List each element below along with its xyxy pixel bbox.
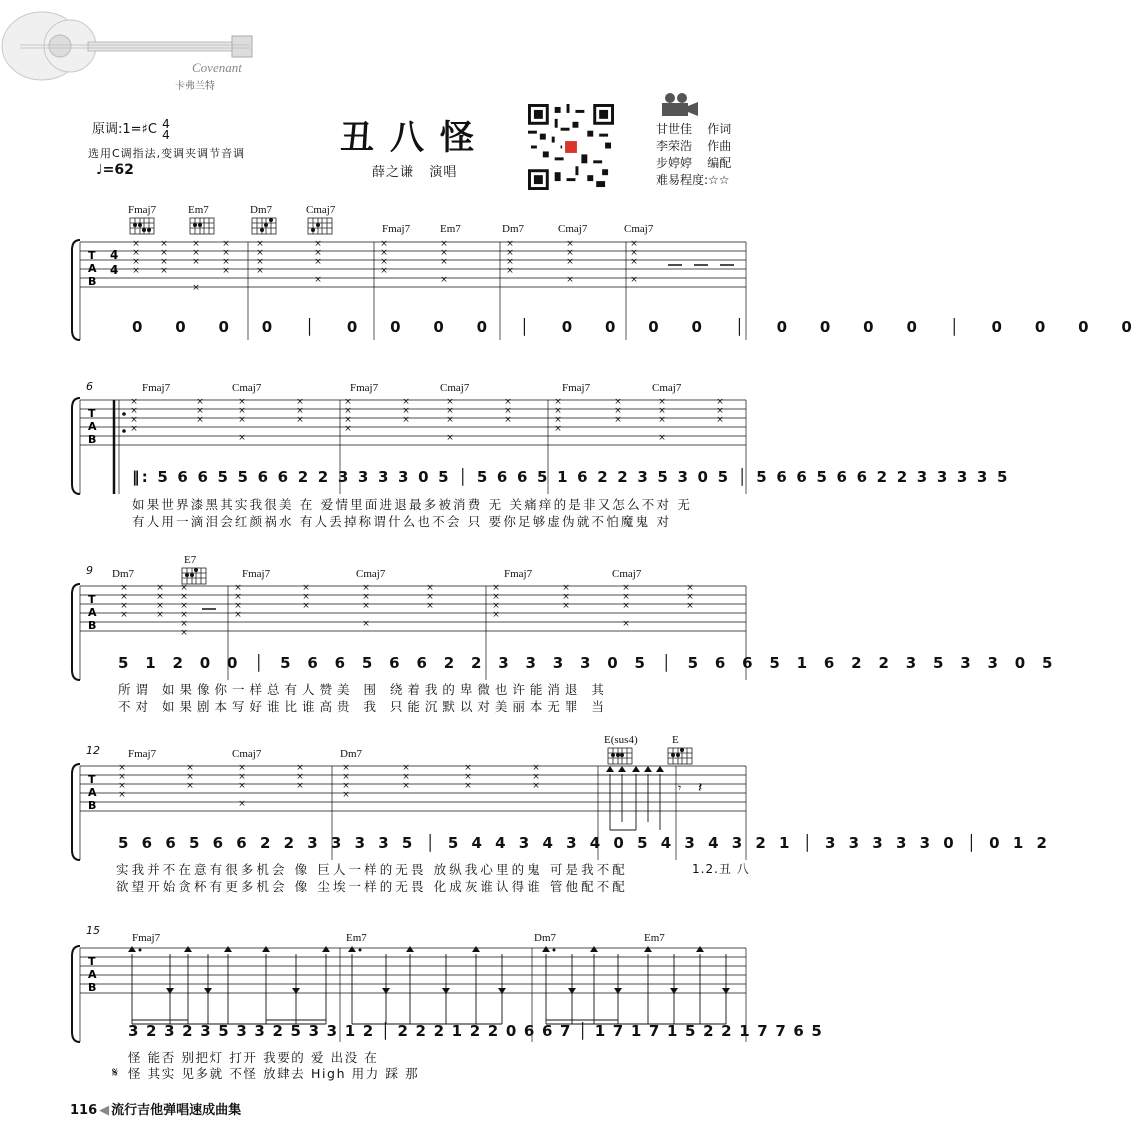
svg-text:×: × bbox=[238, 406, 246, 416]
svg-text:B: B bbox=[88, 433, 97, 446]
chord-cmaj7: Cmaj7 bbox=[232, 382, 262, 394]
svg-text:×: × bbox=[192, 248, 200, 258]
svg-text:×: × bbox=[120, 583, 128, 593]
system-4 bbox=[0, 734, 1051, 900]
chord-dm7: Dm7 bbox=[112, 568, 134, 580]
svg-text:×: × bbox=[622, 583, 630, 593]
chord-fmaj7: Fmaj7 bbox=[562, 382, 591, 394]
chord-fmaj7: Fmaj7 bbox=[132, 932, 161, 944]
svg-text:×: × bbox=[186, 772, 194, 782]
svg-text:A: A bbox=[88, 968, 97, 981]
measure-number: 15 bbox=[86, 924, 100, 937]
singer-line bbox=[372, 161, 457, 180]
credit-arranger bbox=[656, 155, 731, 172]
svg-text:×: × bbox=[492, 601, 500, 611]
svg-text:×: × bbox=[566, 239, 574, 249]
credit-name: 李荣浩 bbox=[656, 139, 693, 153]
svg-text:T: T bbox=[88, 249, 96, 262]
svg-text:×: × bbox=[130, 406, 138, 416]
svg-text:×: × bbox=[402, 763, 410, 773]
chord-e7: E7 bbox=[184, 554, 197, 566]
segno-sign: 𝄋 bbox=[112, 1065, 119, 1081]
svg-text:×: × bbox=[120, 601, 128, 611]
svg-text:×: × bbox=[156, 610, 164, 620]
svg-text:×: × bbox=[132, 257, 140, 267]
page-footer bbox=[70, 1099, 241, 1118]
tempo-value: =62 bbox=[102, 162, 134, 178]
svg-text:×: × bbox=[402, 406, 410, 416]
lyrics-verse-1: 所谓 如果像你一样总有人赞美 围 绕着我的卑微也许能消退 其 bbox=[118, 682, 609, 697]
svg-text:×: × bbox=[302, 583, 310, 593]
svg-text:×: × bbox=[446, 433, 454, 443]
numbered-notation: ‖: 5 6 6 5 5 6 6 2 2 3 3 3 3 0 5 │ 5 6 6 5 1 6 2 2 3 5 3 0 5 │ 5 6 6 5 6 6 2 2 3 3 3 3 5 bbox=[132, 468, 1010, 486]
svg-text:×: × bbox=[532, 772, 540, 782]
svg-text:×: × bbox=[256, 266, 264, 276]
svg-text:×: × bbox=[566, 257, 574, 267]
svg-text:×: × bbox=[440, 248, 448, 258]
chord-em7: Em7 bbox=[644, 932, 665, 944]
svg-text:×: × bbox=[238, 799, 246, 809]
svg-text:×: × bbox=[296, 772, 304, 782]
svg-text:×: × bbox=[506, 257, 514, 267]
quarter-note-icon: ♩ bbox=[96, 162, 103, 178]
chord-dm7: Dm7 bbox=[502, 223, 524, 235]
diagram-label-cmaj7: Cmaj7 bbox=[306, 204, 336, 216]
lyrics-verse-2: 欲望开始贪杯有更多机会 像 尘埃一样的无畏 化成灰谁认得谁 管他配不配 bbox=[116, 879, 628, 894]
svg-text:×: × bbox=[156, 592, 164, 602]
svg-text:×: × bbox=[622, 592, 630, 602]
svg-text:×: × bbox=[256, 239, 264, 249]
chord-diagram-grids bbox=[130, 216, 360, 238]
volta-ending-text: 1.2.丑 八 bbox=[692, 862, 750, 876]
svg-text:×: × bbox=[686, 592, 694, 602]
svg-text:×: × bbox=[132, 248, 140, 258]
difficulty bbox=[656, 172, 731, 189]
lyrics-verse-1: 怪 能否 别把灯 打开 我要的 爱 出没 在 bbox=[128, 1050, 379, 1065]
svg-text:×: × bbox=[196, 415, 204, 425]
svg-text:A: A bbox=[88, 606, 97, 619]
svg-text:×: × bbox=[362, 619, 370, 629]
svg-text:×: × bbox=[222, 248, 230, 258]
system-2 bbox=[0, 378, 1010, 529]
svg-text:×: × bbox=[238, 415, 246, 425]
svg-text:×: × bbox=[566, 248, 574, 258]
svg-text:×: × bbox=[234, 583, 242, 593]
time-sig-bottom: 4 bbox=[162, 127, 170, 142]
lyrics-verse-1: 实我并不在意有很多机会 像 巨人一样的无畏 放纵我心里的鬼 可是我不配 bbox=[116, 862, 628, 877]
svg-text:×: × bbox=[196, 397, 204, 407]
svg-text:×: × bbox=[380, 239, 388, 249]
diagram-label-esus4: E(sus4) bbox=[604, 734, 638, 746]
svg-text:×: × bbox=[446, 397, 454, 407]
triangle-left-icon: ◀ bbox=[99, 1103, 110, 1118]
svg-text:×: × bbox=[344, 415, 352, 425]
svg-text:×: × bbox=[658, 415, 666, 425]
svg-text:×: × bbox=[426, 583, 434, 593]
svg-text:A: A bbox=[88, 420, 97, 433]
svg-text:×: × bbox=[464, 781, 472, 791]
credit-name: 甘世佳 bbox=[656, 122, 693, 136]
svg-text:×: × bbox=[554, 406, 562, 416]
credit-composer bbox=[656, 138, 731, 155]
svg-text:×: × bbox=[426, 592, 434, 602]
svg-text:×: × bbox=[118, 763, 126, 773]
diagram-label-fmaj7: Fmaj7 bbox=[128, 204, 157, 216]
chord-fmaj7: Fmaj7 bbox=[350, 382, 379, 394]
numbered-notation: 5 6 6 5 6 6 2 2 3 3 3 3 5 │ 5 4 4 3 4 3 4 0 5 4 3 4 3 2 1 │ 3 3 3 3 3 0 │ 0 1 2 bbox=[118, 834, 1051, 852]
svg-text:×: × bbox=[492, 610, 500, 620]
svg-text:×: × bbox=[296, 415, 304, 425]
svg-text:×: × bbox=[658, 406, 666, 416]
time-sig-top: 4 bbox=[162, 116, 170, 131]
svg-text:×: × bbox=[186, 781, 194, 791]
difficulty-stars: ☆☆ bbox=[708, 173, 730, 187]
svg-text:×: × bbox=[622, 619, 630, 629]
svg-text:×: × bbox=[562, 583, 570, 593]
svg-text:×: × bbox=[234, 592, 242, 602]
svg-text:×: × bbox=[120, 610, 128, 620]
svg-text:×: × bbox=[180, 628, 188, 638]
svg-text:×: × bbox=[120, 592, 128, 602]
chord-cmaj7: Cmaj7 bbox=[624, 223, 654, 235]
guitar-logo-illustration bbox=[0, 0, 260, 92]
svg-text:×: × bbox=[440, 257, 448, 267]
svg-text:×: × bbox=[440, 239, 448, 249]
time-signature bbox=[162, 116, 170, 142]
svg-text:×: × bbox=[234, 610, 242, 620]
svg-text:×: × bbox=[132, 266, 140, 276]
svg-text:×: × bbox=[562, 601, 570, 611]
chord-fmaj7: Fmaj7 bbox=[242, 568, 271, 580]
credit-role: 作词 bbox=[707, 122, 732, 136]
svg-text:T: T bbox=[88, 407, 96, 420]
svg-text:×: × bbox=[562, 592, 570, 602]
numbered-notation: 0 0 0 0 │ 0 0 0 0 │ 0 0 0 0 │ 0 0 0 0 │ 0 0 0 0 bbox=[132, 318, 1146, 336]
svg-text:×: × bbox=[256, 248, 264, 258]
svg-text:×: × bbox=[506, 248, 514, 258]
svg-text:×: × bbox=[464, 772, 472, 782]
svg-text:×: × bbox=[156, 583, 164, 593]
svg-text:×: × bbox=[180, 619, 188, 629]
measure-number: 9 bbox=[86, 564, 93, 577]
svg-text:×: × bbox=[344, 397, 352, 407]
svg-text:×: × bbox=[256, 257, 264, 267]
svg-text:×: × bbox=[238, 397, 246, 407]
brand-name: Covenant bbox=[192, 60, 242, 75]
svg-text:×: × bbox=[402, 772, 410, 782]
svg-text:B: B bbox=[88, 981, 97, 994]
diagram-label-e: E bbox=[672, 734, 679, 746]
measure-number: 6 bbox=[86, 380, 93, 393]
svg-text:×: × bbox=[160, 248, 168, 258]
svg-text:×: × bbox=[492, 592, 500, 602]
svg-text:×: × bbox=[160, 257, 168, 267]
svg-text:T: T bbox=[88, 593, 96, 606]
svg-text:4: 4 bbox=[110, 248, 119, 262]
chord-dm7: Dm7 bbox=[340, 748, 362, 760]
measure-number: 12 bbox=[86, 744, 100, 757]
svg-text:×: × bbox=[566, 275, 574, 285]
svg-text:×: × bbox=[192, 239, 200, 249]
svg-text:×: × bbox=[342, 772, 350, 782]
svg-text:T: T bbox=[88, 955, 96, 968]
svg-text:×: × bbox=[658, 397, 666, 407]
numbered-notation: 5 1 2 0 0 │ 5 6 6 5 6 6 2 2 3 3 3 3 0 5 │ 5 6 6 5 1 6 2 2 3 5 3 3 0 5 bbox=[118, 654, 1059, 672]
svg-text:×: × bbox=[614, 397, 622, 407]
video-camera-icon bbox=[656, 92, 704, 118]
svg-text:×: × bbox=[362, 583, 370, 593]
credit-role: 作曲 bbox=[707, 139, 732, 153]
svg-text:×: × bbox=[716, 415, 724, 425]
svg-text:×: × bbox=[614, 415, 622, 425]
svg-text:×: × bbox=[532, 763, 540, 773]
svg-text:×: × bbox=[716, 397, 724, 407]
chord-cmaj7: Cmaj7 bbox=[612, 568, 642, 580]
svg-text:×: × bbox=[362, 601, 370, 611]
qr-code-icon[interactable] bbox=[528, 104, 614, 190]
svg-text:×: × bbox=[314, 248, 322, 258]
svg-text:×: × bbox=[402, 415, 410, 425]
svg-text:×: × bbox=[186, 763, 194, 773]
svg-text:×: × bbox=[130, 424, 138, 434]
key-value: ♯C bbox=[141, 122, 157, 137]
lyrics-verse-1: 如果世界漆黑其实我很美 在 爱情里面进退最多被消费 无 关痛痒的是非又怎么不对 无 bbox=[132, 497, 693, 512]
svg-text:×: × bbox=[630, 248, 638, 258]
svg-text:×: × bbox=[446, 406, 454, 416]
svg-text:×: × bbox=[180, 610, 188, 620]
lyrics-verse-2: 怪 其实 见多就 不怪 放肆去 High 用力 踩 那 bbox=[128, 1066, 420, 1081]
chord-fmaj7: Fmaj7 bbox=[142, 382, 171, 394]
svg-text:×: × bbox=[554, 424, 562, 434]
svg-text:×: × bbox=[238, 763, 246, 773]
lyrics-verse-2: 不对 如果剧本写好谁比谁高贵 我 只能沉默以对美丽本无罪 当 bbox=[118, 699, 609, 714]
chord-fmaj7: Fmaj7 bbox=[128, 748, 157, 760]
original-key bbox=[92, 118, 170, 141]
svg-text:×: × bbox=[180, 601, 188, 611]
svg-text:A: A bbox=[88, 786, 97, 799]
diagram-label-dm7: Dm7 bbox=[250, 204, 272, 216]
svg-text:×: × bbox=[622, 601, 630, 611]
svg-text:×: × bbox=[130, 415, 138, 425]
numbered-notation: 3 2 3 2 3 5 3 3 2 5 3 3 1 2 │ 2 2 2 1 2 2 0 6 6 7 │ 1 7 1 7 1 5 2 2 1 7 7 6 5 bbox=[128, 1022, 824, 1040]
svg-text:×: × bbox=[402, 781, 410, 791]
chord-cmaj7: Cmaj7 bbox=[558, 223, 588, 235]
tempo-marking bbox=[96, 162, 134, 178]
svg-text:×: × bbox=[362, 592, 370, 602]
svg-text:×: × bbox=[554, 415, 562, 425]
svg-text:×: × bbox=[402, 397, 410, 407]
svg-text:×: × bbox=[426, 601, 434, 611]
svg-text:×: × bbox=[554, 397, 562, 407]
svg-text:A: A bbox=[88, 262, 97, 275]
credit-name: 步婷婷 bbox=[656, 156, 693, 170]
page-number: 116 bbox=[70, 1103, 98, 1118]
svg-text:×: × bbox=[504, 415, 512, 425]
svg-text:×: × bbox=[118, 772, 126, 782]
chord-cmaj7: Cmaj7 bbox=[440, 382, 470, 394]
chord-dm7: Dm7 bbox=[534, 932, 556, 944]
chord-em7: Em7 bbox=[346, 932, 367, 944]
svg-text:×: × bbox=[238, 433, 246, 443]
system-3 bbox=[0, 554, 1059, 714]
svg-text:T: T bbox=[88, 773, 96, 786]
svg-text:×: × bbox=[296, 406, 304, 416]
svg-text:×: × bbox=[614, 406, 622, 416]
svg-text:×: × bbox=[314, 239, 322, 249]
svg-text:×: × bbox=[658, 433, 666, 443]
svg-text:×: × bbox=[222, 257, 230, 267]
svg-text:×: × bbox=[296, 397, 304, 407]
svg-text:×: × bbox=[342, 763, 350, 773]
svg-text:B: B bbox=[88, 799, 97, 812]
svg-text:𝄽: 𝄽 bbox=[698, 780, 703, 796]
chord-cmaj7: Cmaj7 bbox=[356, 568, 386, 580]
svg-text:×: × bbox=[630, 275, 638, 285]
svg-text:×: × bbox=[180, 592, 188, 602]
svg-text:×: × bbox=[504, 406, 512, 416]
chord-fmaj7: Fmaj7 bbox=[504, 568, 533, 580]
svg-text:×: × bbox=[342, 781, 350, 791]
svg-text:×: × bbox=[344, 406, 352, 416]
chord-fmaj7: Fmaj7 bbox=[382, 223, 411, 235]
svg-text:×: × bbox=[380, 257, 388, 267]
svg-text:×: × bbox=[344, 424, 352, 434]
chord-em7: Em7 bbox=[440, 223, 461, 235]
song-title: 丑八怪 bbox=[340, 118, 490, 158]
credits-block bbox=[656, 121, 731, 189]
svg-text:×: × bbox=[686, 583, 694, 593]
credit-role: 编配 bbox=[707, 156, 732, 170]
svg-text:×: × bbox=[446, 415, 454, 425]
svg-text:×: × bbox=[180, 583, 188, 593]
credit-lyricist bbox=[656, 121, 731, 138]
svg-text:×: × bbox=[532, 781, 540, 791]
svg-text:×: × bbox=[630, 239, 638, 249]
svg-text:×: × bbox=[342, 790, 350, 800]
svg-text:𝄾: 𝄾 bbox=[678, 781, 682, 795]
singer-role: 演唱 bbox=[429, 165, 458, 180]
svg-text:×: × bbox=[156, 601, 164, 611]
svg-text:×: × bbox=[192, 257, 200, 267]
svg-text:×: × bbox=[296, 763, 304, 773]
svg-text:B: B bbox=[88, 619, 97, 632]
svg-text:B: B bbox=[88, 275, 97, 288]
system-1 bbox=[0, 196, 1146, 346]
diagram-label-em7: Em7 bbox=[188, 204, 209, 216]
chord-cmaj7: Cmaj7 bbox=[652, 382, 682, 394]
svg-text:×: × bbox=[380, 248, 388, 258]
key-label: 原调:1= bbox=[92, 122, 142, 137]
svg-text:×: × bbox=[492, 583, 500, 593]
svg-text:×: × bbox=[314, 257, 322, 267]
svg-text:4: 4 bbox=[110, 263, 119, 277]
svg-text:×: × bbox=[222, 266, 230, 276]
svg-text:×: × bbox=[686, 601, 694, 611]
svg-text:×: × bbox=[380, 266, 388, 276]
capo-tip: 选用C调指法,变调夹调节音调 bbox=[88, 147, 246, 160]
svg-text:×: × bbox=[130, 397, 138, 407]
svg-text:×: × bbox=[192, 283, 200, 293]
svg-text:×: × bbox=[506, 266, 514, 276]
svg-text:×: × bbox=[196, 406, 204, 416]
svg-text:×: × bbox=[302, 592, 310, 602]
brand-name-cn: 卡弗兰特 bbox=[175, 81, 215, 92]
svg-text:×: × bbox=[132, 239, 140, 249]
difficulty-label: 难易程度: bbox=[656, 173, 709, 187]
svg-text:×: × bbox=[630, 257, 638, 267]
system-5 bbox=[0, 924, 824, 1084]
svg-text:×: × bbox=[296, 781, 304, 791]
svg-text:×: × bbox=[314, 275, 322, 285]
svg-text:×: × bbox=[160, 266, 168, 276]
svg-text:×: × bbox=[440, 275, 448, 285]
book-title: 流行吉他弹唱速成曲集 bbox=[111, 1103, 242, 1118]
svg-text:×: × bbox=[504, 397, 512, 407]
chord-cmaj7: Cmaj7 bbox=[232, 748, 262, 760]
svg-text:×: × bbox=[222, 239, 230, 249]
svg-text:×: × bbox=[464, 763, 472, 773]
svg-text:×: × bbox=[238, 772, 246, 782]
svg-text:×: × bbox=[118, 781, 126, 791]
svg-text:×: × bbox=[160, 239, 168, 249]
svg-text:×: × bbox=[302, 601, 310, 611]
svg-text:×: × bbox=[118, 790, 126, 800]
singer-name: 薛之谦 bbox=[372, 165, 415, 180]
svg-text:×: × bbox=[716, 406, 724, 416]
svg-text:×: × bbox=[506, 239, 514, 249]
lyrics-verse-2: 有人用一滴泪会红颜祸水 有人丢掉称谓什么也不会 只 要你足够虚伪就不怕魔鬼 对 bbox=[132, 514, 672, 529]
svg-text:×: × bbox=[234, 601, 242, 611]
svg-text:×: × bbox=[238, 781, 246, 791]
